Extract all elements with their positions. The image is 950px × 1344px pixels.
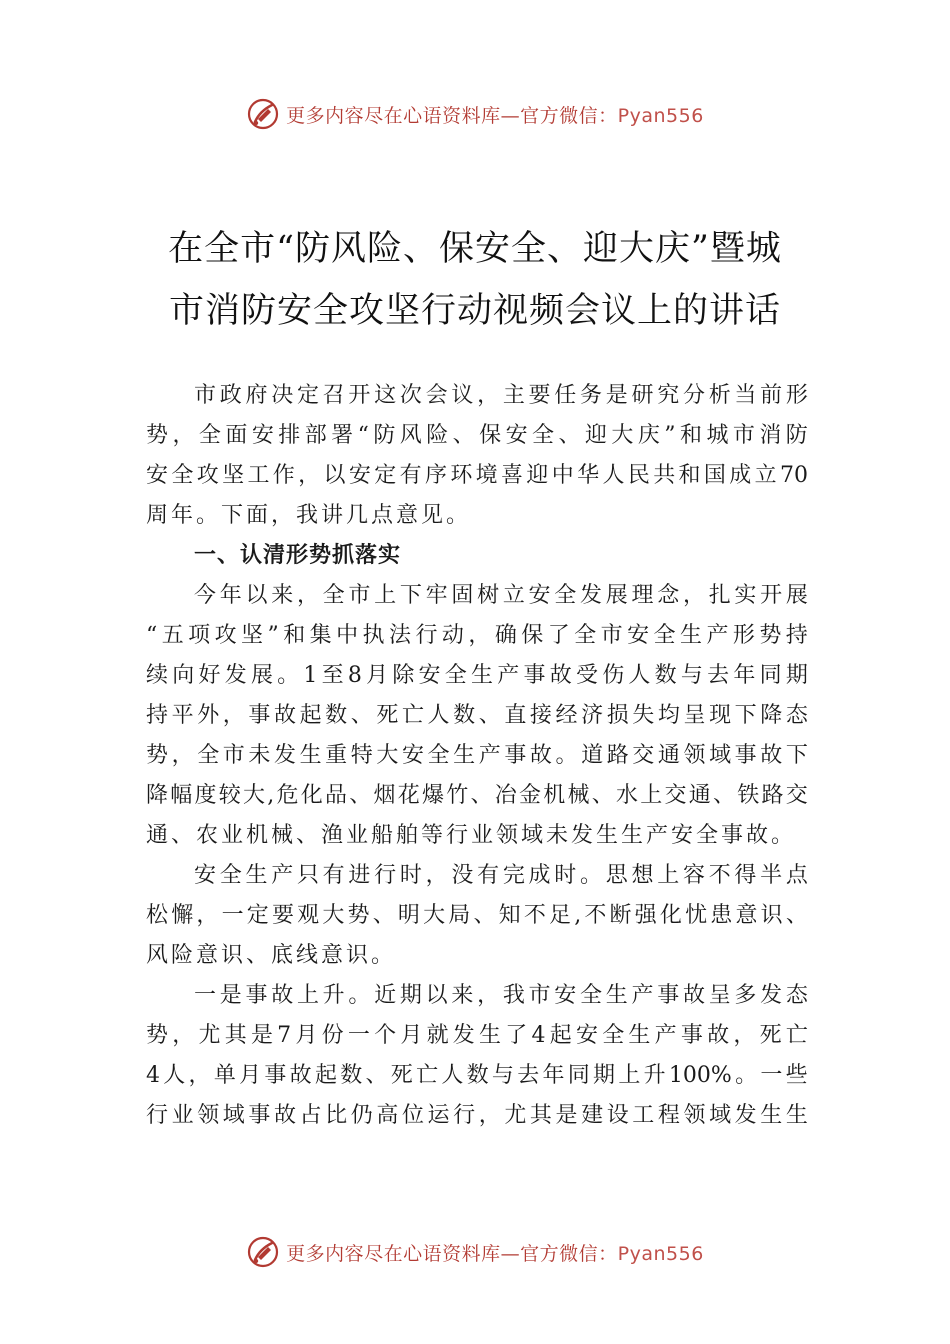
- text-line: “ 五 项 攻 坚 ” 和 集 中 执 法 行 动 ， 确 保 了 全 市 安 全 生 产 形 势 持: [146, 623, 808, 648]
- text-line: 安 全 生 产 只 有 进 行 时 ， 没 有 完 成 时 。 思 想 上 容 不 得 半 点: [194, 863, 808, 888]
- footer-banner-text: 更多内容尽在心语资料库—官方微信：Pyan556: [286, 1242, 704, 1265]
- text-line: 安 全 攻 坚 工 作 ， 以 安 定 有 序 环 境 喜 迎 中 华 人 民 共 和 国 成 立 70: [146, 463, 808, 488]
- text-line: 续 向 好 发 展 。 1 至 8 月 除 安 全 生 产 事 故 受 伤 人 数 与 去 年 同 期: [146, 663, 808, 688]
- document-title: [0, 218, 950, 342]
- footer-banner: [0, 1232, 950, 1272]
- paragraph-situation: [146, 576, 808, 856]
- text-line: 降 幅 度 较 大 , 危 化 品 、 烟 花 爆 竹 、 冶 金 机 械 、 水 上 交 通 、 铁 路 交: [146, 783, 808, 808]
- text-line: 势 ， 尤 其 是 7 月 份 一 个 月 就 发 生 了 4 起 安 全 生 产 事 故 ， 死 亡: [146, 1023, 808, 1048]
- paragraph-awareness: [146, 856, 808, 976]
- header-banner-text: 更多内容尽在心语资料库—官方微信：Pyan556: [286, 104, 704, 127]
- header-banner: [0, 94, 950, 134]
- text-line: 持 平 外 ， 事 故 起 数 、 死 亡 人 数 、 直 接 经 济 损 失 均 呈 现 下 降 态: [146, 703, 808, 728]
- text-line: 势 ， 全 面 安 排 部 署 “ 防 风 险 、 保 安 全 、 迎 大 庆 ” 和 城 市 消 防: [146, 423, 808, 448]
- text-line: 一 是 事 故 上 升 。 近 期 以 来 ， 我 市 安 全 生 产 事 故 呈 多 发 态: [194, 983, 808, 1008]
- footer-wechat-id: Pyan556: [617, 1242, 704, 1265]
- text-line: 松 懈 ， 一 定 要 观 大 势 、 明 大 局 、 知 不 足 , 不 断 强 化 忧 患 意 识 、: [146, 903, 808, 928]
- document-body: [146, 376, 808, 1136]
- text-line: 市 政 府 决 定 召 开 这 次 会 议 ， 主 要 任 务 是 研 究 分 析 当 前 形: [194, 383, 808, 408]
- brand-logo-icon: [246, 97, 280, 131]
- text-line: 今 年 以 来 ， 全 市 上 下 牢 固 树 立 安 全 发 展 理 念 ， 扎 实 开 展: [194, 583, 808, 608]
- section-heading: 一、认清形势抓落实: [194, 543, 402, 568]
- paragraph-intro: [146, 376, 808, 536]
- paragraph-accidents: [146, 976, 808, 1136]
- text-line: 4 人 ， 单 月 事 故 起 数 、 死 亡 人 数 与 去 年 同 期 上 升 100% 。 一 些: [146, 1063, 808, 1088]
- text-line: 风险意识、底线意识。: [146, 943, 397, 968]
- header-wechat-id: Pyan556: [617, 104, 704, 127]
- title-line-2: 市消防安全攻坚行动视频会议上的讲话: [168, 291, 781, 331]
- text-line: 势 ， 全 市 未 发 生 重 特 大 安 全 生 产 事 故 。 道 路 交 通 领 域 事 故 下: [146, 743, 808, 768]
- text-line: 通、农业机械、渔业船舶等行业领域未发生生产安全事故。: [146, 823, 797, 848]
- brand-logo-icon: [246, 1235, 280, 1269]
- text-line: 周年。下面，我讲几点意见。: [146, 503, 472, 528]
- text-line: 行 业 领 域 事 故 占 比 仍 高 位 运 行 ， 尤 其 是 建 设 工 程 领 域 发 生 生: [146, 1103, 808, 1128]
- title-line-1: 在全市“防风险、保安全、迎大庆”暨城: [168, 229, 782, 269]
